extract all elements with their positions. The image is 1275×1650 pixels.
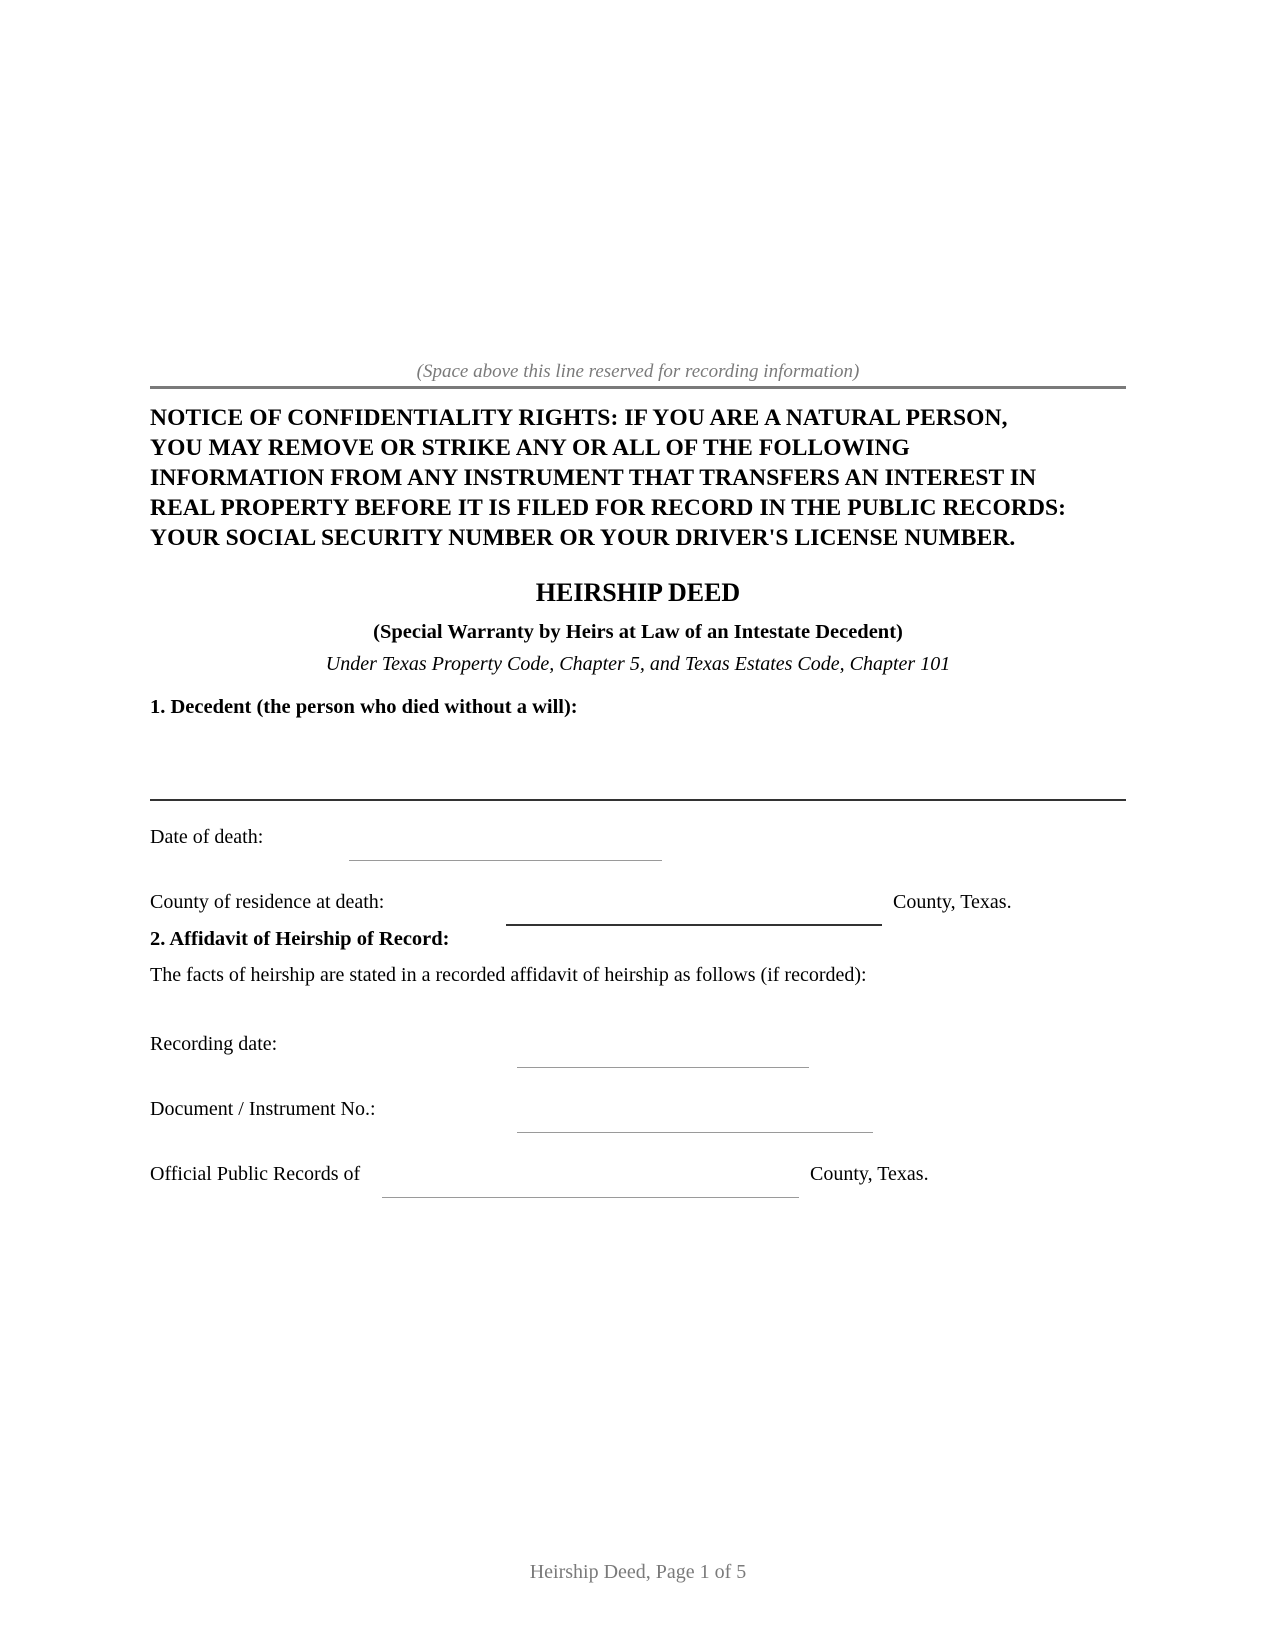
notice-line: REAL PROPERTY BEFORE IT IS FILED FOR RECORD IN THE PUBLIC RECORDS: — [150, 495, 1067, 521]
records-county-texas-text: County, Texas. — [810, 1163, 929, 1185]
date-of-death-label: Date of death: — [150, 826, 264, 848]
notice-line: NOTICE OF CONFIDENTIALITY RIGHTS: IF YOU ARE A NATURAL PERSON, — [150, 405, 1008, 431]
notice-line: YOU MAY REMOVE OR STRIKE ANY OR ALL OF THE FOLLOWING — [150, 435, 910, 461]
county-of-residence-field[interactable] — [506, 924, 882, 926]
document-subtitle: (Special Warranty by Heirs at Law of an Intestate Decedent) — [373, 621, 903, 643]
recording-date-field[interactable] — [517, 1067, 809, 1068]
instrument-number-field[interactable] — [517, 1132, 873, 1133]
page-footer: Heirship Deed, Page 1 of 5 — [529, 1561, 747, 1583]
notice-line: INFORMATION FROM ANY INSTRUMENT THAT TRANSFERS AN INTEREST IN — [150, 465, 1037, 491]
document-title: HEIRSHIP DEED — [535, 578, 741, 607]
date-of-death-field[interactable] — [349, 860, 662, 861]
recording-divider — [150, 386, 1126, 389]
official-records-county-field[interactable] — [382, 1197, 799, 1198]
recording-date-label: Recording date: — [150, 1033, 278, 1055]
section-1-heading: 1. Decedent (the person who died without a will): — [150, 696, 578, 718]
recording-space-note: (Space above this line reserved for recording information) — [416, 361, 860, 382]
decedent-name-field[interactable] — [150, 799, 1126, 801]
notice-line: YOUR SOCIAL SECURITY NUMBER OR YOUR DRIVER'S LICENSE NUMBER. — [150, 525, 1016, 551]
instrument-number-label: Document / Instrument No.: — [150, 1098, 376, 1120]
county-of-residence-label: County of residence at death: — [150, 891, 385, 913]
statute-reference: Under Texas Property Code, Chapter 5, and Texas Estates Code, Chapter 101 — [325, 653, 951, 675]
section-2-heading: 2. Affidavit of Heirship of Record: — [150, 928, 450, 950]
confidentiality-notice — [150, 403, 1140, 553]
official-records-label: Official Public Records of — [150, 1163, 361, 1185]
county-texas-text: County, Texas. — [893, 891, 1012, 913]
affidavit-intro-text: The facts of heirship are stated in a recorded affidavit of heirship as follows (if recorded): — [150, 964, 867, 986]
